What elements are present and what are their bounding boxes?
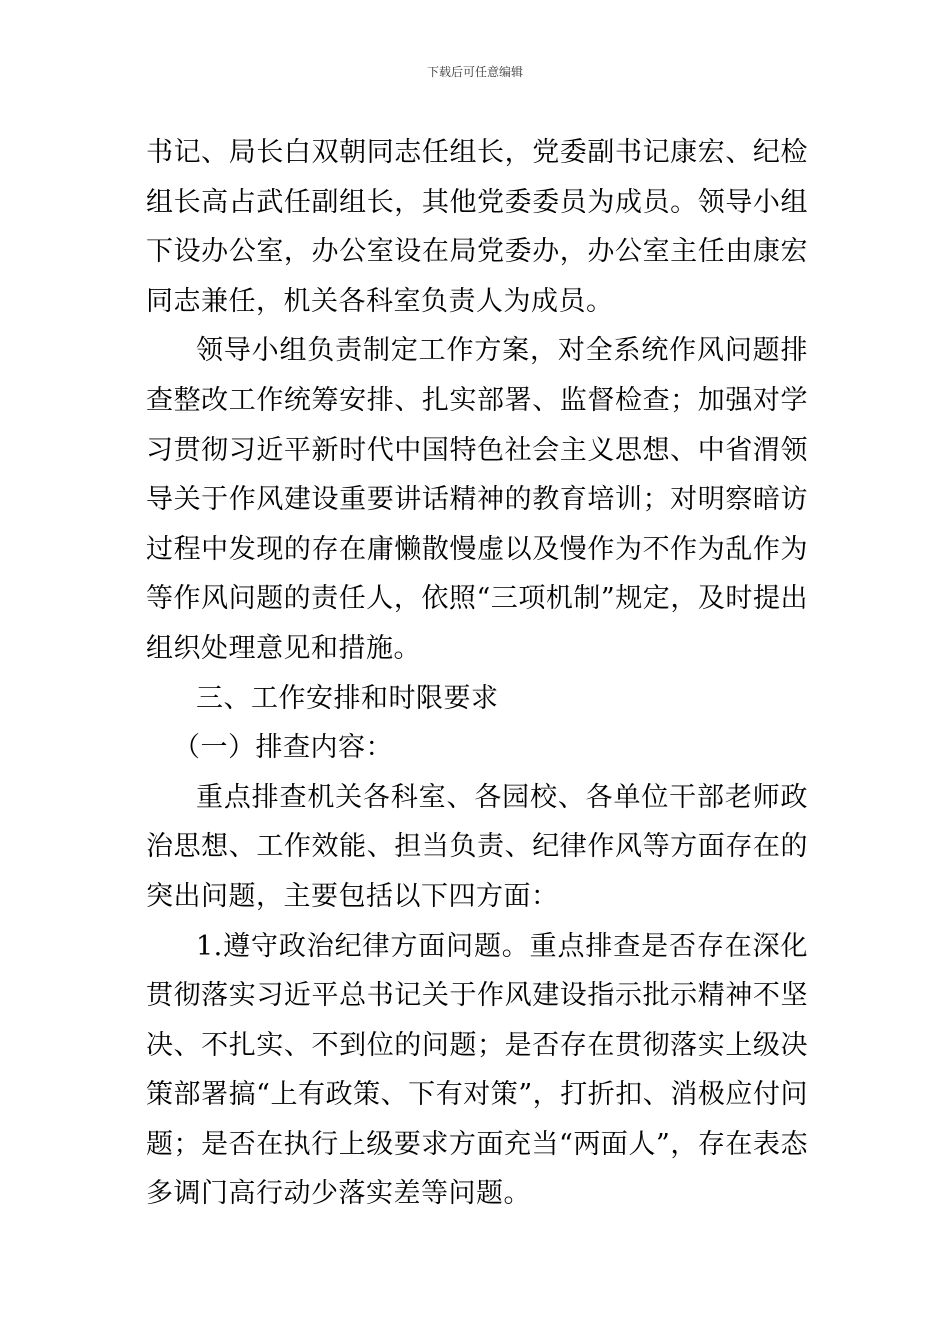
paragraph-inspection-focus: 重点排查机关各科室、各园校、各单位干部老师政治思想、工作效能、担当负责、纪律作风等方面存在的突出问题，主要包括以下四方面： bbox=[146, 781, 808, 912]
paragraph-leadership-members: 书记、局长白双朝同志任组长，党委副书记康宏、纪检组长高占武任副组长，其他党委委员为成员。领导小组下设办公室，办公室设在局党委办，办公室主任由康宏同志兼任，机关各科室负责人为成员。 bbox=[146, 137, 808, 317]
paragraph-leadership-duties: 领导小组负责制定工作方案，对全系统作风问题排查整改工作统筹安排、扎实部署、监督检查；加强对学习贯彻习近平新时代中国特色社会主义思想、中省渭领导关于作风建设重要讲话精神的教育培训；对明察暗访过程中发现的存在庸懒散慢虚以及慢作为不作为乱作为等作风问题的责任人，依照“三项机制”规定，及时提出组织处理意见和措施。 bbox=[146, 335, 808, 664]
subsection-heading-inspection-content: （一）排查内容： bbox=[173, 732, 393, 764]
paragraph-political-discipline: 1.遵守政治纪律方面问题。重点排查是否存在深化贯彻落实习近平总书记关于作风建设指示批示精神不坚决、不扎实、不到位的问题；是否存在贯彻落实上级决策部署搞“上有政策、下有对策”，打折扣、消极应付问题；是否在执行上级要求方面充当“两面人”，存在表态多调门高行动少落实差等问题。 bbox=[146, 930, 808, 1210]
page-header: 下载后可任意编辑 bbox=[426, 65, 523, 79]
document-body bbox=[146, 128, 808, 1219]
section-heading-work-arrangement: 三、工作安排和时限要求 bbox=[196, 682, 499, 714]
